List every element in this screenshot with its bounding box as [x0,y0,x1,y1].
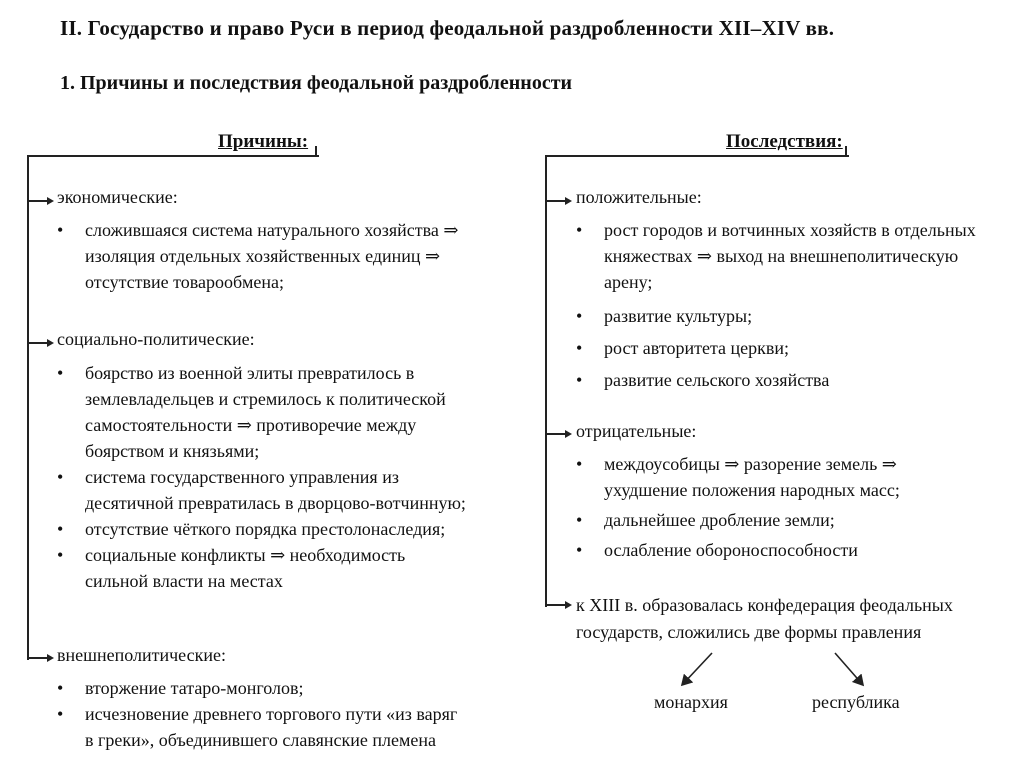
list-item: • боярство из военной элиты превратилось в землевладельцев и стремилось к политической самостоятельности ⇒ противоречие между боярством и князьями; [57,360,466,464]
list-item: • отсутствие чёткого порядка престолонаследия; [57,516,466,542]
cause-category-economic: экономические: [57,187,178,207]
list-item: • дальнейшее дробление земли; [576,507,900,533]
cause-category-foreign: внешнеполитические: [57,645,226,665]
arrow-to-monarchy [682,653,712,685]
form-monarchy: монархия [654,692,728,712]
section-subtitle: 1. Причины и последствия феодальной раздробленности [60,72,573,94]
list-item: • рост авторитета церкви; [576,335,976,361]
list-item: • развитие культуры; [576,303,976,329]
list-item: • ослабление обороноспособности [576,537,900,563]
arrow-to-republic [835,653,863,685]
confederation-text: к XIII в. образовалась конфедерация феодальных государств, сложились две формы правления [576,595,953,642]
list-item: • междоусобицы ⇒ разорение земель ⇒ ухудшение положения народных масс; [576,451,900,503]
consequence-category-negative: отрицательные: [576,421,697,441]
list-item: • вторжение татаро-монголов; [57,675,457,701]
list-item: • исчезновение древнего торгового пути «из варяг в греки», объединившего славянские племена [57,701,457,753]
consequences-heading: Последствия: [726,131,843,152]
consequence-category-positive: положительные: [576,187,702,207]
list-item: • социальные конфликты ⇒ необходимость сильной власти на местах [57,542,466,594]
list-item: • развитие сельского хозяйства [576,367,976,393]
form-republic: республика [812,692,900,712]
list-item: • система государственного управления из десятичной превратилась в дворцово-вотчинную; [57,464,466,516]
cause-category-sociopolitical: социально-политические: [57,329,255,349]
list-item: • рост городов и вотчинных хозяйств в отдельных княжествах ⇒ выход на внешнеполитическую арену; [576,217,976,295]
list-item: • сложившаяся система натурального хозяйства ⇒ изоляция отдельных хозяйственных единиц ⇒ отсутствие товарообмена; [57,217,458,295]
page-title: II. Государство и право Руси в период феодальной раздробленности XII–XIV вв. [60,16,835,40]
causes-heading: Причины: [218,131,309,152]
